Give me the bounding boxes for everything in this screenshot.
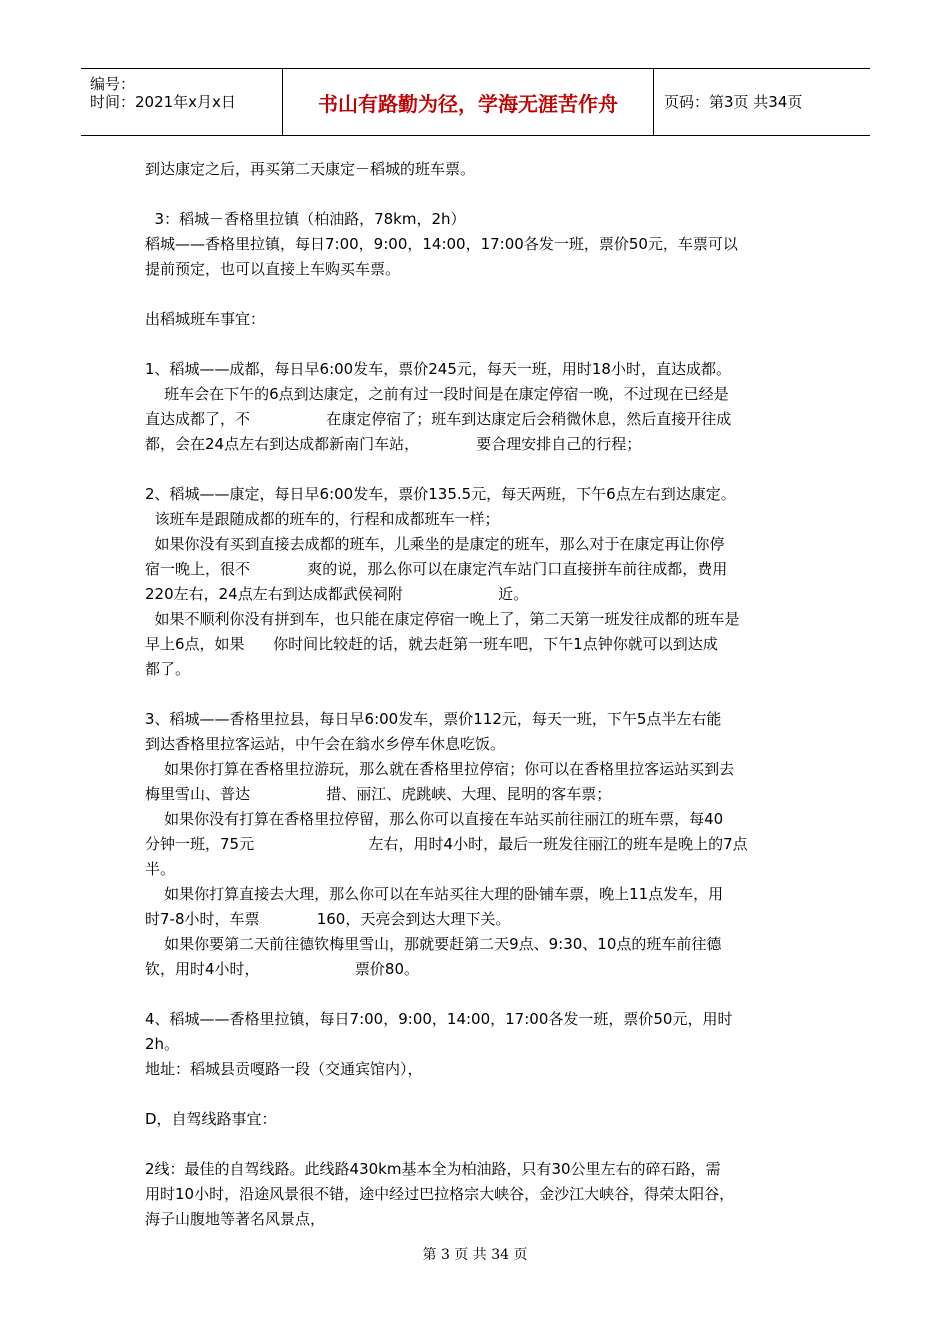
blank-line — [145, 457, 815, 482]
body-text-line: 班车会在下午的6点到达康定，之前有过一段时间是在康定停宿一晚，不过现在已经是 — [145, 385, 729, 403]
body-text-line: 220左右，24点左右到达成都武侯祠附 近。 — [145, 585, 529, 603]
body-text-line: 早上6点，如果 你时间比较赶的话，就去赶第一班车吧，下午1点钟你就可以到达成 — [145, 635, 718, 653]
body-text-line: 如果你没有打算在香格里拉停留，那么你可以直接在车站买前往丽江的班车票，每40 — [145, 810, 724, 828]
body-text-line: 如果不顺利你没有拼到车，也只能在康定停宿一晚上了，第二天第一班发往成都的班车是 — [145, 610, 740, 628]
blank-line — [145, 1132, 815, 1157]
header-left-cell — [81, 69, 282, 135]
body-text-line: 梅里雪山、普达 措、丽江、虎跳峡、大理、昆明的客车票； — [145, 785, 612, 803]
body-text-line: 时7-8小时，车票 160，天亮会到达大理下关。 — [145, 910, 511, 928]
body-text-line: 如果你打算直接去大理，那么你可以在车站买往大理的卧铺车票，晚上11点发车，用 — [145, 885, 724, 903]
blank-line — [145, 182, 815, 207]
body-text-line: 4、稻城——香格里拉镇，每日7:00，9:00，14:00，17:00各发一班，票价50元，用时 — [145, 1010, 733, 1028]
body-text-line: 分钟一班，75元 左右，用时4小时，最后一班发往丽江的班车是晚上的7点 — [145, 835, 748, 853]
page-footer: 第 3 页 共 34 页 — [422, 1247, 528, 1263]
blank-line — [145, 332, 815, 357]
body-text-line: 都，会在24点左右到达成都新南门车站， 要合理安排自己的行程； — [145, 435, 642, 453]
body-text-line: 稻城——香格里拉镇，每日7:00，9:00，14:00，17:00各发一班，票价50元，车票可以 — [145, 235, 738, 253]
body-text-line: 如果你打算在香格里拉游玩，那么就在香格里拉停宿；你可以在香格里拉客运站买到去 — [145, 760, 735, 778]
header-page-info: 页码：第3页 共34页 — [664, 93, 803, 111]
header-middle-cell — [282, 69, 654, 135]
document-time-label: 时间：2021年x月x日 — [90, 93, 236, 111]
blank-line — [145, 982, 815, 1007]
body-text-line: 3：稻城－香格里拉镇（柏油路，78km，2h） — [145, 210, 466, 228]
blank-line — [145, 682, 815, 707]
motto-text: 书山有路勤为径，学海无涯苦作舟 — [318, 92, 618, 116]
body-text-line: 宿一晚上，很不 爽的说，那么你可以在康定汽车站门口直接拼车前往成都，费用 — [145, 560, 728, 578]
body-text-line: 海子山腹地等著名风景点， — [145, 1210, 326, 1228]
document-body — [145, 157, 815, 1232]
body-text-line: 半。 — [145, 860, 176, 878]
body-text-line: 3、稻城——香格里拉县，每日早6:00发车，票价112元，每天一班，下午5点半左右能 — [145, 710, 722, 728]
body-text-line: 直达成都了，不 在康定停宿了；班车到达康定后会稍微休息，然后直接开往成 — [145, 410, 732, 428]
document-header — [81, 68, 870, 136]
body-text-line: 到达香格里拉客运站，中午会在翁水乡停车休息吃饭。 — [145, 735, 506, 753]
body-text-line: 如果你没有买到直接去成都的班车，儿乘坐的是康定的班车，那么对于在康定再让你停 — [145, 535, 725, 553]
body-text-line: 钦，用时4小时， 票价80。 — [145, 960, 419, 978]
header-right-cell — [654, 69, 870, 135]
body-text-line: 2线：最佳的自驾线路。此线路430km基本全为柏油路，只有30公里左右的碎石路，需 — [145, 1160, 721, 1178]
body-text-line: 如果你要第二天前往德钦梅里雪山，那就要赶第二天9点、9:30、10点的班车前往德 — [145, 935, 722, 953]
document-number-label: 编号： — [90, 75, 136, 93]
body-text-line: 到达康定之后，再买第二天康定－稻城的班车票。 — [145, 160, 476, 178]
body-text-line: 1、稻城——成都，每日早6:00发车，票价245元，每天一班，用时18小时，直达成都。 — [145, 360, 731, 378]
body-text-line: 地址：稻城县贡嘎路一段（交通宾馆内）， — [145, 1060, 423, 1078]
body-text-line: 出稻城班车事宜： — [145, 310, 266, 328]
body-text-line: 2h。 — [145, 1035, 180, 1053]
body-text-line: D，自驾线路事宜： — [145, 1110, 277, 1128]
body-text-line: 都了。 — [145, 660, 191, 678]
body-text-line: 用时10小时，沿途风景很不错，途中经过巴拉格宗大峡谷，金沙江大峡谷，得荣太阳谷， — [145, 1185, 735, 1203]
body-text-line: 提前预定，也可以直接上车购买车票。 — [145, 260, 401, 278]
blank-line — [145, 1082, 815, 1107]
blank-line — [145, 282, 815, 307]
body-text-line: 2、稻城——康定，每日早6:00发车，票价135.5元，每天两班，下午6点左右到达康定。 — [145, 485, 736, 503]
body-text-line: 该班车是跟随成都的班车的，行程和成都班车一样； — [145, 510, 500, 528]
